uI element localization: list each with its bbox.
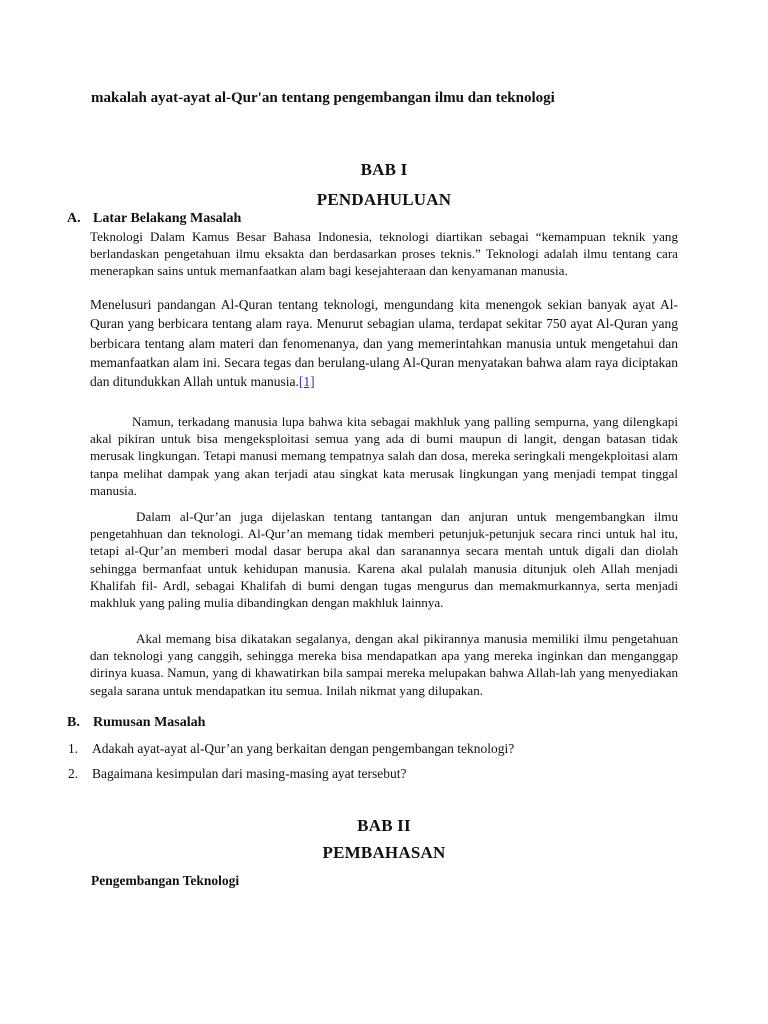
paragraph-5-text: Akal memang bisa dikatakan segalanya, dengan akal pikirannya manusia memiliki ilmu pengetahuan dan teknologi yang canggih, sehingga mereka bisa mendapatkan apa yang mereka inginkan dan menganggap dirinya kuasa. Namun, yang di khawatirkan bila sampai mereka melupakan bahwa Allah-lah yang menyediakan segala sarana untuk mendapatkan itu semua. Inilah nikmat yang dilupakan.: [90, 631, 678, 698]
section-b-heading: [67, 715, 205, 731]
paragraph-2: [90, 295, 678, 391]
paragraph-3: [90, 413, 678, 499]
list-item: [68, 741, 514, 757]
chapter-1-number: BAB I: [360, 160, 408, 179]
list-item-text: Adakah ayat-ayat al-Qur’an yang berkaitan dengan pengembangan teknologi?: [92, 741, 515, 756]
footnote-link[interactable]: [1]: [298, 374, 315, 390]
chapter-2-number: BAB II: [357, 816, 411, 835]
list-item-number: 1.: [68, 741, 79, 756]
paragraph-1: [90, 228, 678, 280]
document-title: makalah ayat-ayat al-Qur'an tentang pengembangan ilmu dan teknologi: [91, 90, 555, 106]
paragraph-4-text: Dalam al-Qur’an juga dijelaskan tentang tantangan dan anjuran untuk mengembangkan ilmu pengetahhuan dan teknologi. Al-Qur’an memang tidak memberi petunjuk-petunjuk secara rinci untuk hal itu, tetapi al-Qur’an memberi modal dasar berupa akal dan saranannya secara mentah untuk digali dan diolah sehingga bermanfaat untuk kehidupan manusia. Karena akal pulalah manusia ditunjuk oleh Allah menjadi Khalifah fil- Ardl, sebagai Khalifah di bumi dengan tugas mengurus dan memakmurkannya, serta menjadi makhluk yang paling mulia dibandingkan dengan makhluk lainnya.: [90, 509, 678, 611]
paragraph-3-text: Namun, terkadang manusia lupa bahwa kita sebagai makhluk yang palling sempurna, yang dilengkapi akal pikiran untuk bisa mengeksploitasi semua yang ada di bumi maupun di langit, dengan batasan tidak merusak lingkungan. Tetapi manusi memang tempatnya salah dan dosa, mereka seringkali mengekploitasi alam tanpa melihat dampak yang akan terjadi atau singkat kata merusak lingkungan yang menjadi tempat tinggal manusia.: [90, 414, 678, 498]
section-a-marker: A.: [67, 211, 81, 226]
section-a-heading: [67, 211, 241, 227]
section-a-title: Latar Belakang Masalah: [93, 211, 242, 226]
list-item-number: 2.: [68, 766, 79, 781]
chapter-1-title: PENDAHULUAN: [316, 190, 452, 209]
list-item-text: Bagaimana kesimpulan dari masing-masing ayat tersebut?: [92, 766, 407, 781]
section-b-title: Rumusan Masalah: [93, 715, 206, 730]
paragraph-2-text: Menelusuri pandangan Al-Quran tentang teknologi, mengundang kita menengok sekian banyak ayat Al-Quran yang berbicara tentang alam raya. Menurut sebagian ulama, terdapat sekitar 750 ayat Al-Quran yang berbicara tentang alam materi dan fenomenanya, dan yang memerintahkan manusia untuk mengetahui dan memanfaatkan alam ini. Secara tegas dan berulang-ulang Al-Quran menyatakan bahwa alam raya diciptakan dan ditundukkan Allah untuk manusia.: [90, 297, 678, 390]
paragraph-4: [90, 508, 678, 611]
paragraph-5: [90, 630, 678, 699]
chapter-2-title: PEMBAHASAN: [322, 843, 446, 862]
paragraph-1-text: Teknologi Dalam Kamus Besar Bahasa Indonesia, teknologi diartikan sebagai “kemampuan teknik yang berlandaskan pengetahuan ilmu eksakta dan berdasarkan proses teknis.” Teknologi adalah ilmu tentang cara menerapkan sains untuk memanfaatkan alam bagi kesejahteraan dan kenyamanan manusia.: [90, 229, 678, 279]
subheading: Pengembangan Teknologi: [91, 873, 240, 888]
section-b-marker: B.: [67, 715, 80, 730]
list-item: [68, 766, 407, 782]
